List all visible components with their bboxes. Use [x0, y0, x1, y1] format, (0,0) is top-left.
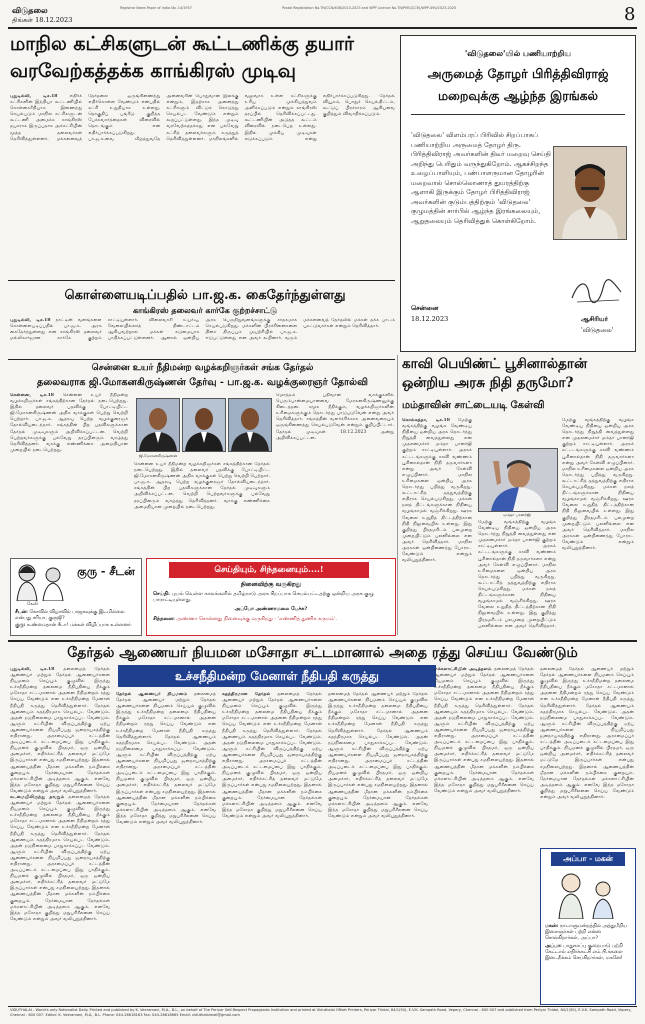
issue-date: திங்கள் 18.12.2023	[12, 16, 73, 24]
bottom-col-6	[540, 667, 634, 843]
bar-kicker: சென்னை உயர் நீதிமன்ற வழக்கறிஞர்கள் சங்க தேர்தல்	[91, 363, 314, 373]
bar-body-middle	[134, 462, 270, 552]
father-son-title: அப்பா - மகன்	[551, 852, 625, 866]
cartoon-figures-icon	[13, 561, 69, 601]
father-son-a-label: அப்பா:	[545, 942, 562, 949]
lead-body	[10, 94, 395, 276]
footer-imprint: VIDUTHALAI - World's only Rationalist Daily. Printed and published by K. Veeramani, M.A., B.L., on behalf of The Periyar Self-Respect Propaganda Institution and printed at Viduthalai Offset Printers, Periyar Thidal, 84/1(50), E.V.K. Sampath Road, Vepery, Chennai - 600 007 and published from Periyar Thidal, 84/1(50), E.V.K. Sampath Road, Vepery, Chennai - 600 007. Editor: K. Veeramani, M.A., B.L. Phone: 044-26618163 Fax: 044-26618665 Email: viduthalaimail@gmail.com	[10, 1008, 632, 1017]
bottom-headline: தேர்தல் ஆணையர் நியமன மசோதா சட்டமானால் அதை ரத்து செய்ய வேண்டும்	[67, 645, 578, 661]
quote-box	[146, 558, 396, 636]
footer-rule	[8, 1006, 637, 1007]
bar-body-left-text: சென்னை உயர் நீதிமன்ற வழக்கறிஞர்கள் சங்கத்திற்கான தேர்தல் நடைபெற்றது. இதில் தலைவர் பதவிக்கு போட்டியிட்ட ஜி.மோகனகிருஷ்ணன் அதிக வாக்குகள் பெற்று வெற்றி பெற்றார். பா.ஜ.க. ஆதரவு பெற்ற வழக்குரைஞர் தோல்வியடைந்தார். சங்கத்தின் பிற பதவிகளுக்கான தேர்தல் முடிவுகளும் அறிவிக்கப்பட்டன. வெற்றி பெற்றவர்களுக்கு பல்வேறு தரப்பினரும் வாழ்த்து தெரிவித்தனர். வாக்கு எண்ணிக்கை அமைதியான முறையில் நடைபெற்றது.	[10, 393, 128, 453]
obituary-org: 'விடுதலை'	[581, 326, 614, 334]
quote-item-2: அப்போ அண்ணாமலை பேச்சு?	[234, 606, 308, 612]
story3-body-middle-text: மேற்கு வங்கத்திற்கு வழங்க வேண்டிய நிதியை ஒன்றிய அரசு தொடர்ந்து நிறுத்தி வைத்துள்ளது என முதலமைச்சர் மம்தா பானர்ஜி குற்றம் சாட்டியுள்ளார். அரசுக் கட்டடங்களுக்கு காவி வண்ணம் பூசினால்தான் நிதி தருவார்களா என்று அவர் கேள்வி எழுப்பினார். மாநில உரிமைகளை ஒன்றிய அரசு தொடர்ந்து பறித்து வருகிறது. கூட்டாட்சித் தத்துவத்திற்கு எதிராக செயல்படுகிறது. மக்கள் நலத் திட்டங்களுக்கான நிதியை வழங்காமல் வஞ்சிக்கிறது. ஊரக வேலை உறுதித் திட்டத்திற்கான நிதி நிலுவையில் உள்ளது. இது குறித்து பிரதமரிடம் பலமுறை முறையிட்டும் பலனில்லை என அவர் தெரிவித்தார்.	[478, 520, 556, 628]
portrait-photo	[553, 146, 627, 240]
photo-caption-1: ஜி.மோகனகிருஷ்ணன்	[138, 453, 178, 458]
lead-headline-line2: வரவேற்கத்தக்க காங்கிரஸ் முடிவு	[10, 60, 296, 82]
story3-body-left-text: மேற்கு வங்கத்திற்கு வழங்க வேண்டிய நிதியை ஒன்றிய அரசு தொடர்ந்து நிறுத்தி வைத்துள்ளது என முதலமைச்சர் மம்தா பானர்ஜி குற்றம் சாட்டியுள்ளார். அரசுக் கட்டடங்களுக்கு காவி வண்ணம் பூசினால்தான் நிதி தருவார்களா என்று அவர் கேள்வி எழுப்பினார். மாநில உரிமைகளை ஒன்றிய அரசு தொடர்ந்து பறித்து வருகிறது. கூட்டாட்சித் தத்துவத்திற்கு எதிராக செயல்படுகிறது. மக்கள் நலத் திட்டங்களுக்கான நிதியை வழங்காமல் வஞ்சிக்கிறது. ஊரக வேலை உறுதித் திட்டத்திற்கான நிதி நிலுவையில் உள்ளது. இது குறித்து பிரதமரிடம் பலமுறை முறையிட்டும் பலனில்லை என அவர் தெரிவித்தார். மாநில அரசுகள் ஒன்றிணைந்து போராட வேண்டும் என்றும் வலியுறுத்தினார்.	[402, 418, 472, 564]
bottom-section-head-3: சுதந்திரமான தேர்தல்	[222, 692, 271, 697]
father-son-a-text: பாதுகாப்பு குறைபாடு பற்றி கேட்டால் எதிர்க்கட்சி எம்.பி.க்களை இடைநீக்கம் செய்கிறார்கள், மகனே!	[545, 943, 623, 962]
story3-headline-line2: ஒன்றிய அரசு நிதி தருமோ?	[402, 375, 574, 391]
bar-body-middle-text: சென்னை உயர் நீதிமன்ற வழக்கறிஞர்கள் சங்கத்திற்கான தேர்தல் நடைபெற்றது. இதில் தலைவர் பதவிக்கு போட்டியிட்ட ஜி.மோகனகிருஷ்ணன் அதிக வாக்குகள் பெற்று வெற்றி பெற்றார். பா.ஜ.க. ஆதரவு பெற்ற வழக்குரைஞர் தோல்வியடைந்தார். சங்கத்தின் பிற பதவிகளுக்கான தேர்தல் முடிவுகளும் அறிவிக்கப்பட்டன. வெற்றி பெற்றவர்களுக்கு பல்வேறு தரப்பினரும் வாழ்த்து தெரிவித்தனர். வாக்கு எண்ணிக்கை அமைதியான முறையில் நடைபெற்றது.	[134, 462, 270, 510]
quote-title: செய்தியும், சிந்தனையும்....!	[169, 562, 369, 578]
quote-item1-text: புயல் வெள்ள காலங்களில் தமிழ்நாடு அரசு சிறப்பாக செயல்பட்டதற்கு ஒன்றிய அரசு குழு பாராட்டியுள்ளது.	[153, 591, 374, 604]
mamata-photo-caption: மம்தா பானர்ஜி	[503, 512, 531, 517]
lawyer-photo-1	[136, 398, 180, 452]
story3-divider	[397, 355, 398, 635]
obituary-place: சென்னை	[411, 304, 439, 312]
lead-body-text: எதிர்க் கட்சிகளின் இந்தியா கூட்டணியில் கொள்கைரீதியாக இணைந்து செயல்படும் மாநில கட்சிகளுடன் கூட்டணி அமைக்க காங்கிரஸ் தயாராக இருப்பதாக அக்கட்சியின் மூத்த தலைவர்கள் தெரிவித்துள்ளனர். மக்களவைத் தேர்தலை ஒருங்கிணைந்து எதிர்கொள்ள வேண்டும் என்பதில் கட்சி உறுதியாக உள்ளது. தொகுதிப் பங்கீடு குறித்த பேச்சுவார்த்தைகள் விரைவில் தொடங்கும் என எதிர்பார்க்கப்படுகிறது. பா.ஜ.க.வை வீழ்த்துவதே அனைவரின் பொதுவான இலக்கு என்றும், இதற்காக அனைத்து கட்சிகளும் விட்டுக் கொடுத்து செயல்பட வேண்டும் என்றும் கூறப்பட்டுள்ளது. இந்த முடிவு வரவேற்கத்தக்கது என பல்வேறு கட்சித் தலைவர்களும் கருத்துத் தெரிவித்துள்ளனர். மாநிலங்களில் வலுவாக உள்ள கட்சிகளுக்கு உரிய முக்கியத்துவம் அளிக்கப்படும் என்றும் காங்கிரஸ் தரப்பில் தெரிவிக்கப்பட்டது. கூட்டணியின் அடுத்த கூட்டம் விரைவில் நடைபெற உள்ளது. இதில் முக்கிய முடிவுகள் எடுக்கப்படும் என்று எதிர்பார்க்கப்படுகிறது. தேர்தல் வியூகம், பொதுச் செயல்திட்டம், கூட்டுப் பிரச்சாரம் ஆகியவை குறித்தும் விவாதிக்கப்படும்.	[10, 94, 395, 142]
story2-dateline: புதுடில்லி, டிச.18	[10, 318, 51, 323]
story3-body-middle	[478, 520, 556, 628]
bottom-col-1	[10, 667, 110, 1003]
bottom-story-rule	[8, 640, 637, 642]
story3-subhead: மம்தாவின் சாட்டையடி கேள்வி	[402, 400, 545, 411]
lead-dateline: புதுடில்லி, டிச.18	[10, 94, 58, 99]
bottom-section-head-2: தேர்தல் ஆணையர் நியமனம்	[116, 692, 188, 697]
bottom-section-head-4: மக்களாட்சியின் அடித்தளம்	[434, 667, 492, 672]
story3-body-right-text: மேற்கு வங்கத்திற்கு வழங்க வேண்டிய நிதியை ஒன்றிய அரசு தொடர்ந்து நிறுத்தி வைத்துள்ளது என முதலமைச்சர் மம்தா பானர்ஜி குற்றம் சாட்டியுள்ளார். அரசுக் கட்டடங்களுக்கு காவி வண்ணம் பூசினால்தான் நிதி தருவார்களா என்று அவர் கேள்வி எழுப்பினார். மாநில உரிமைகளை ஒன்றிய அரசு தொடர்ந்து பறித்து வருகிறது. கூட்டாட்சித் தத்துவத்திற்கு எதிராக செயல்படுகிறது. மக்கள் நலத் திட்டங்களுக்கான நிதியை வழங்காமல் வஞ்சிக்கிறது. ஊரக வேலை உறுதித் திட்டத்திற்கான நிதி நிலுவையில் உள்ளது. இது குறித்து பிரதமரிடம் பலமுறை முறையிட்டும் பலனில்லை என அவர் தெரிவித்தார். மாநில அரசுகள் ஒன்றிணைந்து போராட வேண்டும் என்றும் வலியுறுத்தினார்.	[562, 418, 634, 551]
quote-sub: நினைவிற்கு வருகிறது	[240, 581, 302, 588]
story3-headline-line1: காவி பெயிண்ட் பூசினால்தான்	[402, 356, 588, 372]
bottom-col2-text: தலைமைத் தேர்தல் ஆணையர் மற்றும் தேர்தல் ஆணையர்களை நியமனம் செய்யும் குழுவில் இருந்து உச்சநீதிமன்ற தலைமை நீதிபதியை நீக்கும் மசோதா சட்டமானால் அதனை நீதிமன்றம் ரத்து செய்ய வேண்டும் என உச்சநீதிமன்ற மேனாள் நீதிபதி கருத்து தெரிவித்துள்ளார். தேர்தல் ஆணையம் சுதந்திரமாக செயல்பட வேண்டும். அதன் நடுநிலைமை பாதுகாக்கப்பட வேண்டும். ஆளும் கட்சியின் விருப்பத்திற்கு ஏற்ப ஆணையர்களை நியமிப்பது ஜனநாயகத்திற்கு எதிரானது. அரசமைப்புச் சட்டத்தின் அடிப்படைக் கட்டமைப்பை இது பாதிக்கும். நியமனக் குழுவில் பிரதமர், ஒரு ஒன்றிய அமைச்சர், எதிர்க்கட்சித் தலைவர் மட்டுமே இருப்பார்கள் என்பது சமநிலையற்றது. இதனால் ஆணையத்தின் மீதான மக்களின் நம்பிக்கை குறையும். நேர்மையான தேர்தல்கள் மக்களாட்சியின் அடித்தளம் ஆகும். எனவே இந்த மசோதா குறித்து மறுபரிசீலனை செய்ய வேண்டும் என்றும் அவர் வலியுறுத்தினார்.	[116, 692, 216, 825]
father-son-figures-icon	[551, 871, 625, 919]
obituary-box	[400, 35, 636, 352]
father-son-box	[540, 848, 636, 1005]
story3-dateline: கொல்கத்தா, டிச.18	[402, 418, 450, 423]
bar-body-right-text: மொத்தம் பதிவான வாக்குகளில் பெரும்பான்மையானவை மோகனகிருஷ்ணனுக்கு கிடைத்தன. சமூக நீதிக்கும், வழக்கறிஞர்களின் உரிமைகளுக்கும் தொடர்ந்து பாடுபடுவேன் என்று அவர் தெரிவித்தார். சங்கத்தின் வளர்ச்சிக்காக அனைவரையும் ஒருங்கிணைத்து செயல்படுவேன் என்றும் குறிப்பிட்டார். தேர்தல் முடிவுகள் 18.12.2023 அன்று அறிவிக்கப்பட்டன.	[276, 393, 394, 441]
story2-body	[10, 318, 395, 356]
bottom-col-4	[328, 692, 428, 1003]
bar-headline: தலைவராக ஜி.மோகனகிருஷ்ணன் தேர்வு - பா.ஜ.க. வழக்குரைஞர் தோல்வி	[36, 377, 369, 388]
bottom-col-5	[434, 667, 534, 1003]
obituary-header: 'விடுதலை'யில் பணியாற்றிய	[464, 48, 572, 58]
lawyer-photo-3	[228, 398, 272, 452]
bottom-subhead: உச்சநீதிமன்ற மேனாள் நீதிபதி கருத்து	[118, 665, 436, 687]
story2-body-text: நாட்டின் வளங்களை கொள்ளையடிப்பதில் பா.ஜ.க. அரசு கைதேர்ந்துள்ளது என காங்கிரஸ் தலைவர் மல்லிகார்ஜுன கார்கே குற்றம் சாட்டியுள்ளார். விலைவாசி உயர்வு, வேலையில்லாத் திண்டாட்டம் ஆகியவற்றால் மக்கள் கடுமையாக பாதிக்கப்பட்டுள்ளனர். ஆனால் ஒன்றிய அரசு பெருநிறுவனங்களுக்கு சாதகமாக செயல்படுகிறது. மக்களின் பிரச்சினைகளை திசை திருப்பும் முயற்சியில் பா.ஜ.க. ஈடுபட்டுள்ளது என அவர் கூறினார். வரும் மக்களவைத் தேர்தலில் மக்கள் தக்க பாடம் புகட்டுவார்கள் என்றும் தெரிவித்தார்.	[10, 318, 395, 342]
cartoon-label: கேலி	[27, 602, 38, 607]
father-son-q-label: மகன்:	[545, 923, 559, 929]
story2-headline: கொள்ளையடிப்பதில் பா.ஜ.க. கைதேர்ந்துள்ளது	[64, 288, 346, 303]
paper-name: விடுதலை	[12, 5, 48, 15]
quote-item1-label: செய்தி:	[153, 591, 170, 597]
quote-item3-text: அண்ணா சொன்னது நினைவுக்கு வருகிறது - 'எண்ணித் துணிக கருமம்'.	[176, 616, 337, 622]
bottom-col1-text-2: தலைமைத் தேர்தல் ஆணையர் மற்றும் தேர்தல் ஆணையர்களை நியமனம் செய்யும் குழுவில் இருந்து உச்சநீதிமன்ற தலைமை நீதிபதியை நீக்கும் மசோதா சட்டமானால் அதனை நீதிமன்றம் ரத்து செய்ய வேண்டும் என உச்சநீதிமன்ற மேனாள் நீதிபதி கருத்து தெரிவித்துள்ளார். தேர்தல் ஆணையம் சுதந்திரமாக செயல்பட வேண்டும். அதன் நடுநிலைமை பாதுகாக்கப்பட வேண்டும். ஆளும் கட்சியின் விருப்பத்திற்கு ஏற்ப ஆணையர்களை நியமிப்பது ஜனநாயகத்திற்கு எதிரானது. அரசமைப்புச் சட்டத்தின் அடிப்படைக் கட்டமைப்பை இது பாதிக்கும். நியமனக் குழுவில் பிரதமர், ஒரு ஒன்றிய அமைச்சர், எதிர்க்கட்சித் தலைவர் மட்டுமே இருப்பார்கள் என்பது சமநிலையற்றது. இதனால் ஆணையத்தின் மீதான மக்களின் நம்பிக்கை குறையும். நேர்மையான தேர்தல்கள் மக்களாட்சியின் அடித்தளம் ஆகும். எனவே இந்த மசோதா குறித்து மறுபரிசீலனை செய்ய வேண்டும் என்றும் அவர் வலியுறுத்தினார்.	[10, 794, 110, 922]
cartoon-title: குரு - சீடன்	[77, 565, 135, 578]
obituary-divider	[411, 114, 625, 115]
bottom-col4-text: தலைமைத் தேர்தல் ஆணையர் மற்றும் தேர்தல் ஆணையர்களை நியமனம் செய்யும் குழுவில் இருந்து உச்சநீதிமன்ற தலைமை நீதிபதியை நீக்கும் மசோதா சட்டமானால் அதனை நீதிமன்றம் ரத்து செய்ய வேண்டும் என உச்சநீதிமன்ற மேனாள் நீதிபதி கருத்து தெரிவித்துள்ளார். தேர்தல் ஆணையம் சுதந்திரமாக செயல்பட வேண்டும். அதன் நடுநிலைமை பாதுகாக்கப்பட வேண்டும். ஆளும் கட்சியின் விருப்பத்திற்கு ஏற்ப ஆணையர்களை நியமிப்பது ஜனநாயகத்திற்கு எதிரானது. அரசமைப்புச் சட்டத்தின் அடிப்படைக் கட்டமைப்பை இது பாதிக்கும். நியமனக் குழுவில் பிரதமர், ஒரு ஒன்றிய அமைச்சர், எதிர்க்கட்சித் தலைவர் மட்டுமே இருப்பார்கள் என்பது சமநிலையற்றது. இதனால் ஆணையத்தின் மீதான மக்களின் நம்பிக்கை குறையும். நேர்மையான தேர்தல்கள் மக்களாட்சியின் அடித்தளம் ஆகும். எனவே இந்த மசோதா குறித்து மறுபரிசீலனை செய்ய வேண்டும் என்றும் அவர் வலியுறுத்தினார்.	[328, 692, 428, 819]
bottom-col5-text: தலைமைத் தேர்தல் ஆணையர் மற்றும் தேர்தல் ஆணையர்களை நியமனம் செய்யும் குழுவில் இருந்து உச்சநீதிமன்ற தலைமை நீதிபதியை நீக்கும் மசோதா சட்டமானால் அதனை நீதிமன்றம் ரத்து செய்ய வேண்டும் என உச்சநீதிமன்ற மேனாள் நீதிபதி கருத்து தெரிவித்துள்ளார். தேர்தல் ஆணையம் சுதந்திரமாக செயல்பட வேண்டும். அதன் நடுநிலைமை பாதுகாக்கப்பட வேண்டும். ஆளும் கட்சியின் விருப்பத்திற்கு ஏற்ப ஆணையர்களை நியமிப்பது ஜனநாயகத்திற்கு எதிரானது. அரசமைப்புச் சட்டத்தின் அடிப்படைக் கட்டமைப்பை இது பாதிக்கும். நியமனக் குழுவில் பிரதமர், ஒரு ஒன்றிய அமைச்சர், எதிர்க்கட்சித் தலைவர் மட்டுமே இருப்பார்கள் என்பது சமநிலையற்றது. இதனால் ஆணையத்தின் மீதான மக்களின் நம்பிக்கை குறையும். நேர்மையான தேர்தல்கள் மக்களாட்சியின் அடித்தளம் ஆகும். எனவே இந்த மசோதா குறித்து மறுபரிசீலனை செய்ய வேண்டும் என்றும் அவர் வலியுறுத்தினார்.	[434, 667, 534, 794]
bottom-col6-text: தலைமைத் தேர்தல் ஆணையர் மற்றும் தேர்தல் ஆணையர்களை நியமனம் செய்யும் குழுவில் இருந்து உச்சநீதிமன்ற தலைமை நீதிபதியை நீக்கும் மசோதா சட்டமானால் அதனை நீதிமன்றம் ரத்து செய்ய வேண்டும் என உச்சநீதிமன்ற மேனாள் நீதிபதி கருத்து தெரிவித்துள்ளார். தேர்தல் ஆணையம் சுதந்திரமாக செயல்பட வேண்டும். அதன் நடுநிலைமை பாதுகாக்கப்பட வேண்டும். ஆளும் கட்சியின் விருப்பத்திற்கு ஏற்ப ஆணையர்களை நியமிப்பது ஜனநாயகத்திற்கு எதிரானது. அரசமைப்புச் சட்டத்தின் அடிப்படைக் கட்டமைப்பை இது பாதிக்கும். நியமனக் குழுவில் பிரதமர், ஒரு ஒன்றிய அமைச்சர், எதிர்க்கட்சித் தலைவர் மட்டுமே இருப்பார்கள் என்பது சமநிலையற்றது. இதனால் ஆணையத்தின் மீதான மக்களின் நம்பிக்கை குறையும். நேர்மையான தேர்தல்கள் மக்களாட்சியின் அடித்தளம் ஆகும். எனவே இந்த மசோதா குறித்து மறுபரிசீலனை செய்ய வேண்டும் என்றும் அவர் வலியுறுத்தினார்.	[540, 667, 634, 800]
bar-body-right	[276, 393, 394, 553]
story2-subhead: காங்கிரஸ் தலைவர் கார்கே குற்றச்சாட்டு	[133, 305, 277, 315]
quote-item3-label: சிந்தனை:	[153, 616, 175, 622]
cartoon-a-text: உண்மைதான் சீடா! மக்கள் விழிப்பாக உள்ளனர்.	[26, 623, 133, 628]
cartoon-a-label: குரு:	[15, 622, 26, 628]
story3-body-right	[562, 418, 634, 628]
registration-line-1: Registrar News Paper of India No. 14/1957	[120, 6, 192, 10]
bottom-dateline: புதுடில்லி, டிச.18	[10, 667, 55, 672]
story2-bottom-rule	[8, 359, 395, 360]
obituary-title-line1: அருமைத் தோழர் பிரித்திவிராஜ்	[427, 66, 609, 81]
bottom-col3-text: தலைமைத் தேர்தல் ஆணையர் மற்றும் தேர்தல் ஆணையர்களை நியமனம் செய்யும் குழுவில் இருந்து உச்சநீதிமன்ற தலைமை நீதிபதியை நீக்கும் மசோதா சட்டமானால் அதனை நீதிமன்றம் ரத்து செய்ய வேண்டும் என உச்சநீதிமன்ற மேனாள் நீதிபதி கருத்து தெரிவித்துள்ளார். தேர்தல் ஆணையம் சுதந்திரமாக செயல்பட வேண்டும். அதன் நடுநிலைமை பாதுகாக்கப்பட வேண்டும். ஆளும் கட்சியின் விருப்பத்திற்கு ஏற்ப ஆணையர்களை நியமிப்பது ஜனநாயகத்திற்கு எதிரானது. அரசமைப்புச் சட்டத்தின் அடிப்படைக் கட்டமைப்பை இது பாதிக்கும். நியமனக் குழுவில் பிரதமர், ஒரு ஒன்றிய அமைச்சர், எதிர்க்கட்சித் தலைவர் மட்டுமே இருப்பார்கள் என்பது சமநிலையற்றது. இதனால் ஆணையத்தின் மீதான மக்களின் நம்பிக்கை குறையும். நேர்மையான தேர்தல்கள் மக்களாட்சியின் அடித்தளம் ஆகும். எனவே இந்த மசோதா குறித்து மறுபரிசீலனை செய்ய வேண்டும் என்றும் அவர் வலியுறுத்தினார்.	[222, 692, 322, 819]
page-number: 8	[624, 4, 636, 25]
lawyer-photo-2	[182, 398, 226, 452]
story2-top-rule	[8, 280, 395, 281]
cartoon-box	[10, 558, 142, 636]
bar-dateline: சென்னை, டிச.18	[10, 393, 55, 398]
cartoon-q-label: சீடன்:	[15, 609, 28, 615]
bottom-col1-text: தலைமைத் தேர்தல் ஆணையர் மற்றும் தேர்தல் ஆணையர்களை நியமனம் செய்யும் குழுவில் இருந்து உச்சநீதிமன்ற தலைமை நீதிபதியை நீக்கும் மசோதா சட்டமானால் அதனை நீதிமன்றம் ரத்து செய்ய வேண்டும் என உச்சநீதிமன்ற மேனாள் நீதிபதி கருத்து தெரிவித்துள்ளார். தேர்தல் ஆணையம் சுதந்திரமாக செயல்பட வேண்டும். அதன் நடுநிலைமை பாதுகாக்கப்பட வேண்டும். ஆளும் கட்சியின் விருப்பத்திற்கு ஏற்ப ஆணையர்களை நியமிப்பது ஜனநாயகத்திற்கு எதிரானது. அரசமைப்புச் சட்டத்தின் அடிப்படைக் கட்டமைப்பை இது பாதிக்கும். நியமனக் குழுவில் பிரதமர், ஒரு ஒன்றிய அமைச்சர், எதிர்க்கட்சித் தலைவர் மட்டுமே இருப்பார்கள் என்பது சமநிலையற்றது. இதனால் ஆணையத்தின் மீதான மக்களின் நம்பிக்கை குறையும். நேர்மையான தேர்தல்கள் மக்களாட்சியின் அடித்தளம் ஆகும். எனவே இந்த மசோதா குறித்து மறுபரிசீலனை செய்ய வேண்டும் என்றும் அவர் வலியுறுத்தினார்.	[10, 667, 110, 794]
bottom-col-3	[222, 692, 322, 1003]
obituary-date: 18.12.2023	[411, 315, 449, 323]
cartoon-dialog	[15, 609, 137, 629]
masthead-rule	[8, 27, 637, 29]
lead-headline-line1: மாநில கட்சிகளுடன் கூட்டணிக்கு தயார்	[10, 33, 354, 55]
obituary-body: 'விடுதலை' விளம்பரப் பிரிவில் சிறப்பாகப் பணியாற்றிய அருமைத் தோழர் திரு. பிரித்திவிராஜ் அவர்களின் திடீர் மறைவு செய்தி அறிந்து பெரிதும் வருந்துகிறோம். ஆகச்சிறந்த உழைப்பாளியும், பண்பாளருமான தோழரின் மறைவால் சொல்லொணாத் துயரத்திற்கு ஆளாகி இருக்கும் தோழர் பிரித்திவிராஜ் அவர்களின் குடும்பத்திற்கும் 'விடுதலை' குழுமத்தின் சார்பில் ஆழ்ந்த இரங்கலையும், ஆறுதலையும் தெரிவித்துக் கொள்கிறோம்.	[411, 131, 551, 225]
cartoon-q-text: கோவில் விழாவில் பாஜகவுக்கு இடமில்லை என்பது சரியா, குருஜி?	[15, 610, 125, 621]
mamata-photo	[478, 448, 558, 512]
bottom-col-2	[116, 692, 216, 1003]
quote-item-1	[153, 591, 389, 604]
father-son-dialog	[545, 923, 631, 1001]
signature-icon	[569, 276, 625, 306]
bar-body-left	[10, 393, 128, 553]
obituary-title-line2: மறைவுக்கு ஆழ்ந்த இரங்கல்	[437, 88, 599, 103]
bottom-section-head-1: கடமையிலிருந்து தவறும்	[10, 794, 65, 800]
obituary-role: ஆசிரியர்	[581, 315, 608, 323]
story3-body-left	[402, 418, 472, 628]
quote-item-3	[153, 616, 389, 622]
father-son-q-text: நாடாளுமன்றத்தில் அத்துமீறிய இளைஞர்கள் பற்றி என்ன சொல்கிறார்கள், அப்பா?	[545, 924, 628, 942]
registration-line-2: Postal Registration No.TN/CCN/408/2023-2025 and WPP Licence No.TN/PMG(CCR)/WPP-490/2023-2025	[282, 6, 457, 10]
